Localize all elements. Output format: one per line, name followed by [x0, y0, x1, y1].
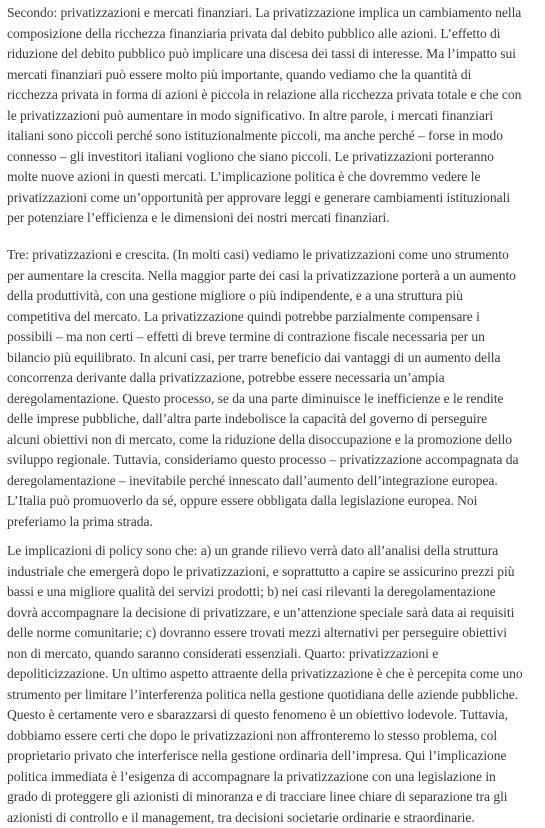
paragraph-privatizzazioni-mercati-finanziari: Secondo: privatizzazioni e mercati finanziari. La privatizzazione implica un cambiamento nella composizione della ricchezza finanziaria privata dal debito pubblico alle azioni. L’effetto di riduzione del debito pubblico può implicare una discesa dei tassi di interesse. Ma l’impatto sui mercati finanziari può essere molto più importante, quando vediamo che la quantità di ricchezza privata in forma di azioni è piccola in relazione alla ricchezza privata totale e che con le privatizzazioni può aumentare in modo significativo. In altre parole, i mercati finanziari italiani sono piccoli perché sono istituzionalmente piccoli, ma anche perché – forse in modo connesso – gli investitori italiani vogliono che siano piccoli. Le privatizzazioni porteranno molte nuove azioni in questi mercati. L’implicazione politica è che dovremmo vedere le privatizzazioni come un’opportunità per approvare leggi e generare cambiamenti istituzionali per potenziare l’efficienza e le dimensioni dei nostri mercati finanziari. [7, 5, 522, 225]
paragraph-privatizzazioni-crescita: Tre: privatizzazioni e crescita. (In molti casi) vediamo le privatizzazioni come uno strumento per aumentare la crescita. Nella maggior parte dei casi la privatizzazione porterà a un aumento della produttività, con una gestione migliore o più indipendente, e a una struttura più competitiva del mercato. La privatizzazione quindi potrebbe parzialmente compensare i possibili – ma non certi – effetti di breve termine di contrazione fiscale necessaria per un bilancio più equilibrato. In alcuni casi, per trarre beneficio dai vantaggi di un aumento della concorrenza derivante dalla privatizzazione, potrebbe essere necessaria un’ampia deregolamentazione. Questo processo, se da una parte diminuisce le inefficienze e le rendite delle imprese pubbliche, dall’altra parte indebolisce la capacità del governo di perseguire alcuni obiettivi non di mercato, come la riduzione della disoccupazione e la promozione dello sviluppo regionale. Tuttavia, consideriamo questo processo – privatizzazione accompagnata da deregolamentazione – inevitabile perché innescato dall’aumento dell’integrazione europea. L’Italia può promuoverlo da sé, oppure essere obbligata dalla legislazione europea. Noi preferiamo la prima strada. [7, 247, 519, 529]
paragraph-implicazioni-di-policy: Le implicazioni di policy sono che: a) un grande rilievo verrà dato all’analisi della struttura industriale che emergerà dopo le privatizzazioni, e soprattutto a capire se assicurino prezzi più bassi e una migliore qualità dei servizi prodotti; b) nei casi rilevanti la deregolamentazione dovrà accompagnare la decisione di privatizzare, e un’attenzione speciale sarà data ai requisiti delle norme comunitarie; c) dovranno essere trovati mezzi alternativi per perseguire obiettivi non di mercato, quando saranno considerati essenziali. Quarto: privatizzazioni e depoliticizzazione. Un ultimo aspetto attraente della privatizzazione è che è percepita come uno strumento per limitare l’interferenza politica nella gestione quotidiana delle aziende pubbliche. Questo è certamente vero e sbarazzarsi di questo fenomeno è un obiettivo lodevole. Tuttavia, dobbiamo essere certi che dopo le privatizzazioni non affronteremo lo stesso problema, col proprietario privato che interferisce nella gestione ordinaria dell’impresa. Qui l’implicazione politica immediata è l’esigenza di accompagnare la privatizzazione con una legislazione in grado di proteggere gli azionisti di minoranza e di tracciare linee chiare di separazione tra gli azionisti di controllo e il management, tra decisioni societarie ordinarie e straordinarie. [7, 543, 523, 825]
